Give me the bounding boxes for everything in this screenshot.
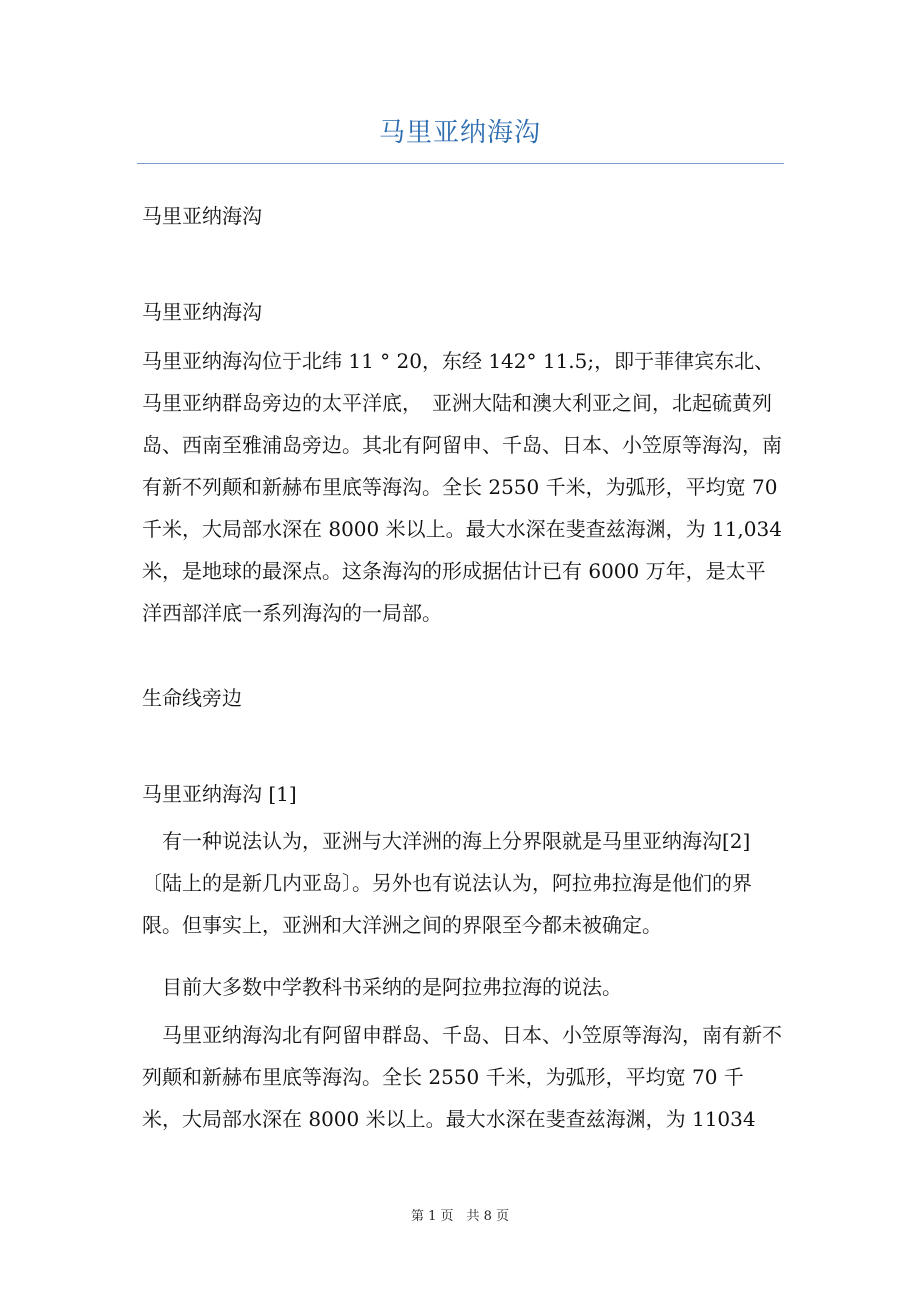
- page-number-text: 第 1 页 共 8 页: [410, 1209, 510, 1224]
- caption-text: 生命线旁边: [142, 686, 242, 710]
- title-divider: [137, 163, 784, 164]
- heading-1: 马里亚纳海沟: [142, 204, 262, 228]
- heading-3: 马里亚纳海沟 [1]: [142, 782, 297, 806]
- paragraph-location: 马里亚纳海沟位于北纬 11 ° 20，东经 142° 11.5;，即于菲律宾东北、马里亚纳群岛旁边的太平洋底， 亚洲大陆和澳大利亚之间，北起硫黄列岛、西南至雅浦岛旁边。其北有阿留申、千岛、日本、小笠原等海沟，南有新不列颠和新赫布里底等海沟。全长 2550 千米，为弧形，平均宽 70 千米，大局部水深在 8000 米以上。最大水深在斐查兹海渊，为 11,034 米，是地球的最深点。这条海沟的形成据估计已有 6000 万年，是太平洋西部洋底一系列海沟的一局部。: [142, 349, 782, 625]
- paragraph-textbook: 目前大多数中学教科书采纳的是阿拉弗拉海的说法。: [142, 975, 622, 999]
- paragraph-boundary: 有一种说法认为，亚洲与大洋洲的海上分界限就是马里亚纳海沟[2]〔陆上的是新几内亚岛〕。另外也有说法认为，阿拉弗拉海是他们的界限。但事实上，亚洲和大洋洲之间的界限至今都未被确定。: [142, 829, 752, 937]
- page-footer: [0, 1205, 920, 1224]
- paragraph-details: 马里亚纳海沟北有阿留申群岛、千岛、日本、小笠原等海沟，南有新不列颠和新赫布里底等海沟。全长 2550 千米，为弧形，平均宽 70 千米，大局部水深在 8000 米以上。最大水深在斐查兹海渊，为 11034: [142, 1023, 782, 1131]
- heading-2: 马里亚纳海沟: [142, 300, 262, 324]
- document-title: 马里亚纳海沟: [378, 118, 541, 148]
